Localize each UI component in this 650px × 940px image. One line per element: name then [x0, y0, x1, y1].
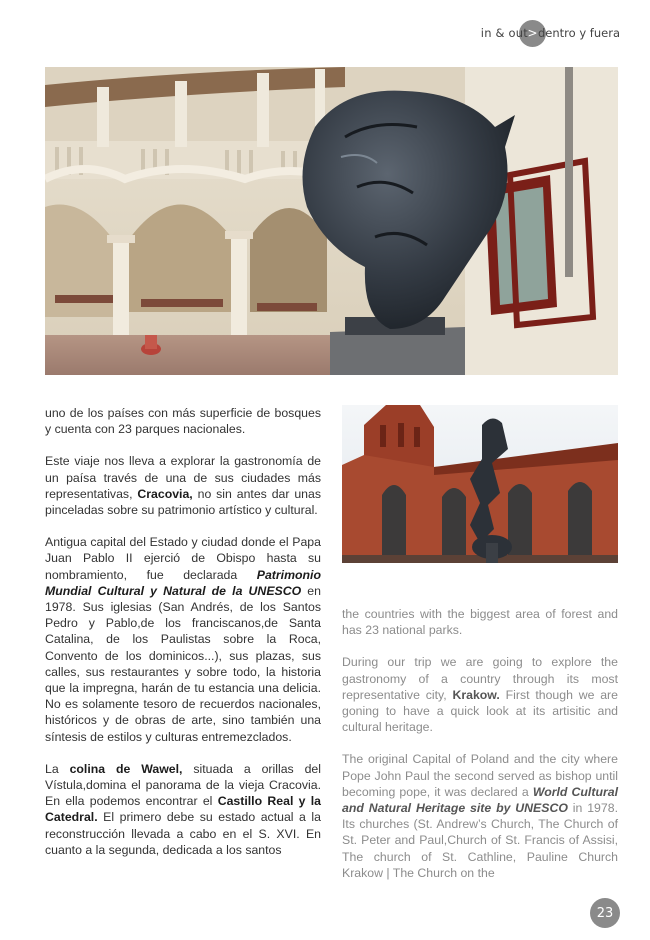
es-p1-text: uno de los países con más superficie de bosques y cuenta con 23 parques nacionales.: [45, 406, 321, 437]
es-p4-text-a: La: [45, 761, 70, 776]
en-paragraph-3: [342, 751, 618, 881]
page-number: 23: [590, 898, 620, 928]
es-p4-bold-wawel: colina de Wawel,: [69, 761, 183, 776]
courtyard-sculpture-image: [45, 67, 618, 375]
es-p3-text-c: en 1978. Sus iglesias (San Andrés, de los Santos Pedro y Pablo,de los franciscanos,de Santa Catalina, de los Paulistas sobre la Roca, Convento de los dominicos...), sus plazas, sus calles, sus restaurantes y sobre todo, la historia que la impregna, harán de tu estancia una delicia. No es solamente tesoro de recuerdos nacionales, históricos y de obras de arte, sino también una síntesis de estilos y culturas entremezclados.: [45, 583, 321, 744]
en-p2-bold-city: Krakow.: [452, 687, 500, 702]
hero-photo: [45, 67, 618, 375]
es-p4-text-c: situada a orillas del Vístula,domina el panorama de la vieja Cracovia. En ella podemos encontrar el: [45, 761, 321, 809]
church-photo: [342, 405, 618, 563]
es-p2-bold-city: Cracovia,: [137, 486, 193, 501]
en-p1-text: the countries with the biggest area of forest and has 23 national parks.: [342, 607, 618, 638]
es-paragraph-1: [45, 405, 321, 437]
spanish-text-column: [45, 405, 321, 874]
en-p2-text-c: First though we are goning to have a quick look at its artisitic and cultural heritage.: [342, 687, 618, 735]
english-text-column: [342, 606, 618, 897]
section-label-spanish: dentro y fuera: [538, 26, 620, 40]
section-arrow: >: [527, 26, 538, 40]
en-paragraph-2: [342, 654, 618, 735]
en-p3-text-a: The original Capital of Poland and the city where Pope John Paul the second served as bishop until becoming pope, it was declared a: [342, 752, 618, 799]
es-paragraph-3: [45, 534, 321, 745]
en-p3-text-c: in 1978. Its churches (St. Andrew’s Church, The Church of St. Peter and Paul,Church of St. Francis of Assisi, The church of St. Cathline, Pauline Church Krakow | The Church on the: [342, 801, 618, 880]
es-p4-text-e: El primero debe su estado actual a la reconstrucción llevada a cabo en el S. XVI. En cuanto a la segunda, dedicada a los santos: [45, 810, 321, 857]
es-p3-text-a: Antigua capital del Estado y ciudad donde el Papa Juan Pablo II ejerció de Obispo hasta su nombramiento, fue declarada: [45, 535, 321, 582]
en-p3-unesco-title: World Cultural and Natural Heritage site by UNESCO: [342, 784, 618, 816]
es-p3-unesco-title: Patrimonio Mundial Cultural y Natural de la UNESCO: [45, 567, 321, 598]
es-paragraph-4: [45, 761, 321, 858]
section-label-english: in & out: [480, 26, 528, 40]
en-paragraph-1: [342, 606, 618, 638]
es-p4-bold-castle: Castillo Real y la Catedral.: [45, 794, 322, 825]
es-paragraph-2: [45, 453, 321, 518]
es-p2-text-a: Este viaje nos lleva a explorar la gastronomía de un paísa través de una de sus ciudades más representativas,: [45, 454, 321, 501]
church-statue-image: [342, 405, 618, 563]
es-p2-text-c: no sin antes dar unas pinceladas sobre su patrimonio artístico y cultural.: [45, 486, 321, 518]
en-p2-text-a: During our trip we are going to explore the gastronomy of a country through its most representative city,: [342, 655, 618, 702]
section-header: [481, 20, 620, 46]
